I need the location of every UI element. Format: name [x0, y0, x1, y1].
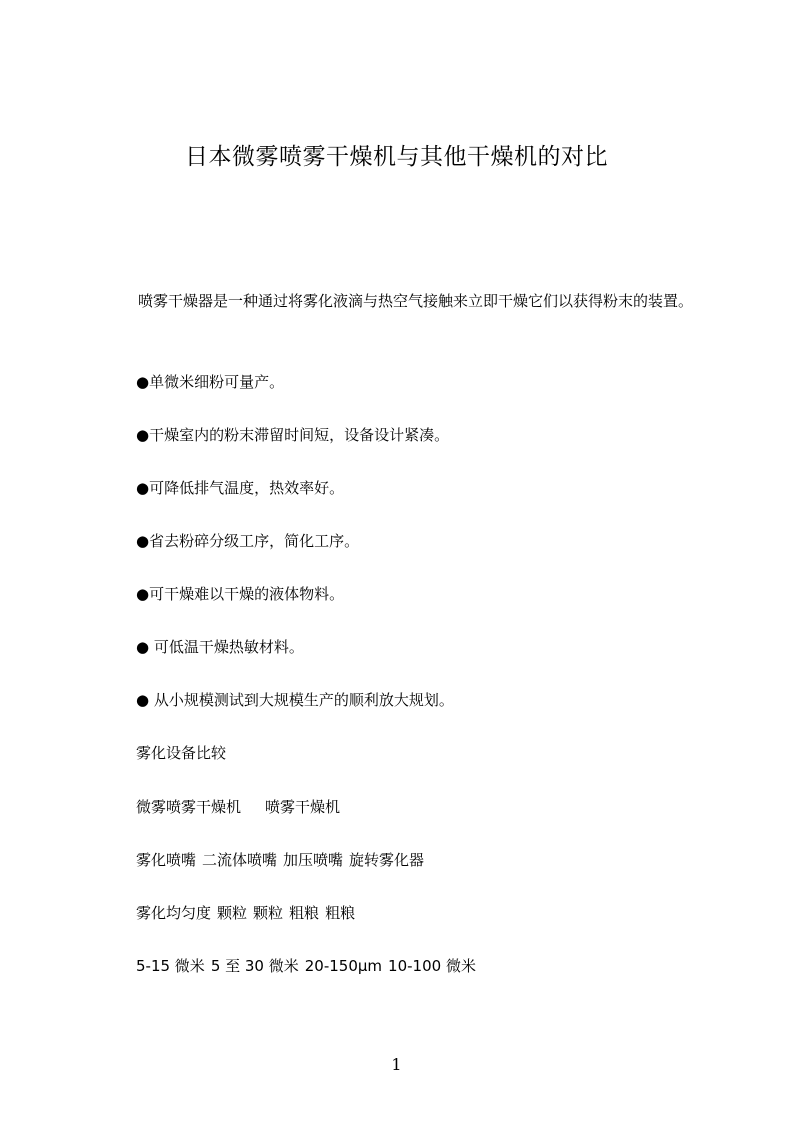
intro-paragraph: 喷雾干燥器是一种通过将雾化液滴与热空气接触来立即干燥它们以获得粉末的装置。 — [138, 292, 694, 310]
uniformity-row — [136, 902, 355, 924]
page-number: 1 — [391, 1055, 402, 1074]
row-label: 雾化均匀度 — [136, 904, 212, 922]
column-label: 喷雾干燥机 — [265, 798, 341, 816]
row-value: 颗粒 — [217, 904, 248, 922]
comparison-columns-row — [136, 796, 340, 818]
row-value: 粗粮 — [325, 904, 356, 922]
page-title: 日本微雾喷雾干燥机与其他干燥机的对比 — [185, 144, 608, 170]
feature-item: ●可降低排气温度，热效率好。 — [136, 479, 345, 497]
row-value: 二流体喷嘴 — [202, 851, 278, 869]
feature-item: ●单微米细粉可量产。 — [136, 373, 285, 391]
feature-item: ●省去粉碎分级工序，简化工序。 — [136, 532, 360, 550]
feature-item: ●可干燥难以干燥的液体物料。 — [136, 585, 345, 603]
row-value: 颗粒 — [253, 904, 284, 922]
comparison-heading: 雾化设备比较 — [136, 744, 227, 762]
row-value: 粗粮 — [289, 904, 320, 922]
row-label: 雾化喷嘴 — [136, 851, 197, 869]
particle-size-row — [136, 955, 476, 977]
column-label: 微雾喷雾干燥机 — [136, 798, 242, 816]
row-value: 旋转雾化器 — [349, 851, 425, 869]
feature-item: ● 可低温干燥热敏材料。 — [136, 638, 304, 656]
feature-item: ●干燥室内的粉末滞留时间短，设备设计紧凑。 — [136, 426, 450, 444]
row-value: 加压喷嘴 — [283, 851, 344, 869]
row-value: 10-100 微米 — [388, 957, 476, 975]
row-value: 5-15 微米 — [136, 957, 205, 975]
row-value: 20-150μm — [304, 957, 383, 975]
feature-item: ● 从小规模测试到大规模生产的顺利放大规划。 — [136, 691, 454, 709]
atomization-method-row — [136, 849, 424, 871]
row-value: 5 至 30 微米 — [210, 957, 299, 975]
